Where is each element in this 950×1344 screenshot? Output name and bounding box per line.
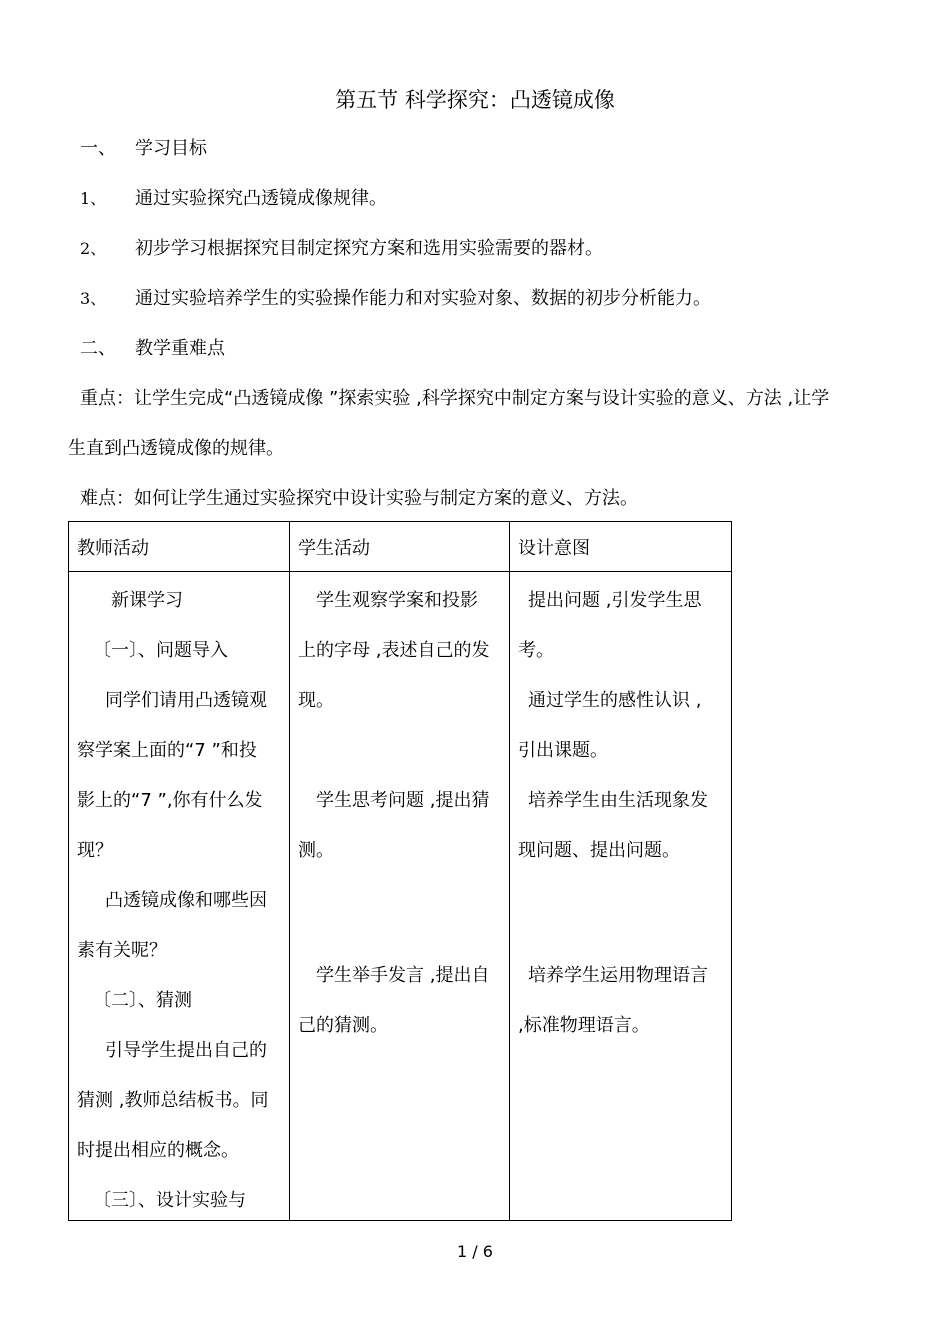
goal-item [80, 184, 387, 210]
goal-number: 2、 [80, 239, 107, 258]
teacher-line: 猜测 ,教师总结板书。同 [77, 1090, 269, 1111]
student-line: 学生观察学案和投影 [316, 590, 478, 611]
student-cell [290, 572, 510, 1221]
teacher-cell [69, 572, 290, 1221]
teacher-line: 素有关呢？ [77, 940, 167, 961]
page-title: 第五节 科学探究：凸透镜成像 [335, 88, 615, 112]
goal-number: 1、 [80, 189, 107, 208]
activity-table [68, 521, 732, 1221]
design-line: ,标准物理语言。 [518, 1015, 650, 1036]
table-row [69, 572, 732, 1221]
section-heading-goals [80, 134, 207, 160]
section-title: 学习目标 [135, 138, 207, 159]
teacher-line: 凸透镜成像和哪些因 [105, 890, 267, 911]
section-title: 教学重难点 [135, 338, 225, 359]
teacher-line: 同学们请用凸透镜观 [105, 690, 267, 711]
table-header-row [69, 522, 732, 572]
design-line: 培养学生运用物理语言 [528, 965, 708, 986]
page-number: 1 / 6 [457, 1242, 493, 1261]
header-design: 设计意图 [510, 522, 732, 572]
teacher-line: 现？ [77, 840, 113, 861]
student-line: 现。 [298, 690, 334, 711]
student-line: 学生思考问题 ,提出猜 [316, 790, 490, 811]
design-line: 现问题、提出问题。 [518, 840, 680, 861]
teacher-line: 影上的“7 ”,你有什么发 [77, 790, 263, 811]
design-line: 考。 [518, 640, 554, 661]
design-cell [510, 572, 732, 1221]
teacher-line: 新课学习 [111, 590, 183, 611]
header-teacher: 教师活动 [69, 522, 290, 572]
student-line: 测。 [298, 840, 334, 861]
goal-text: 通过实验探究凸透镜成像规律。 [135, 188, 387, 209]
design-line: 引出课题。 [518, 740, 608, 761]
teacher-line: 察学案上面的“7 ”和投 [77, 740, 257, 761]
goal-number: 3、 [80, 289, 107, 308]
student-line: 上的字母 ,表述自己的发 [298, 640, 490, 661]
design-line: 通过学生的感性认识 , [528, 690, 702, 711]
goal-item [80, 234, 603, 260]
student-line: 学生举手发言 ,提出自 [316, 965, 490, 986]
keypoint-line-2: 生直到凸透镜成像的规律。 [68, 438, 284, 459]
keypoint-line-1: 重点：让学生完成“凸透镜成像 ”探索实验 ,科学探究中制定方案与设计实验的意义、方法 ,让学 [80, 388, 830, 409]
design-line: 提出问题 ,引发学生思 [528, 590, 702, 611]
teacher-line: 引导学生提出自己的 [105, 1040, 267, 1061]
goal-text: 初步学习根据探究目制定探究方案和选用实验需要的器材。 [135, 238, 603, 259]
section-number: 二、 [80, 338, 116, 359]
goal-text: 通过实验培养学生的实验操作能力和对实验对象、数据的初步分析能力。 [135, 288, 711, 309]
difficulty-text: 难点：如何让学生通过实验探究中设计实验与制定方案的意义、方法。 [80, 488, 638, 509]
teacher-line: 〔一〕、问题导入 [93, 640, 228, 661]
goal-item [80, 284, 711, 310]
section-number: 一、 [80, 138, 116, 159]
header-student: 学生活动 [290, 522, 510, 572]
teacher-line: 时提出相应的概念。 [77, 1140, 239, 1161]
design-line: 培养学生由生活现象发 [528, 790, 708, 811]
student-line: 己的猜测。 [298, 1015, 388, 1036]
teacher-line: 〔二〕、猜测 [93, 990, 192, 1011]
section-heading-difficulties [80, 334, 225, 360]
teacher-line: 〔三〕、设计实验与 [93, 1190, 246, 1211]
